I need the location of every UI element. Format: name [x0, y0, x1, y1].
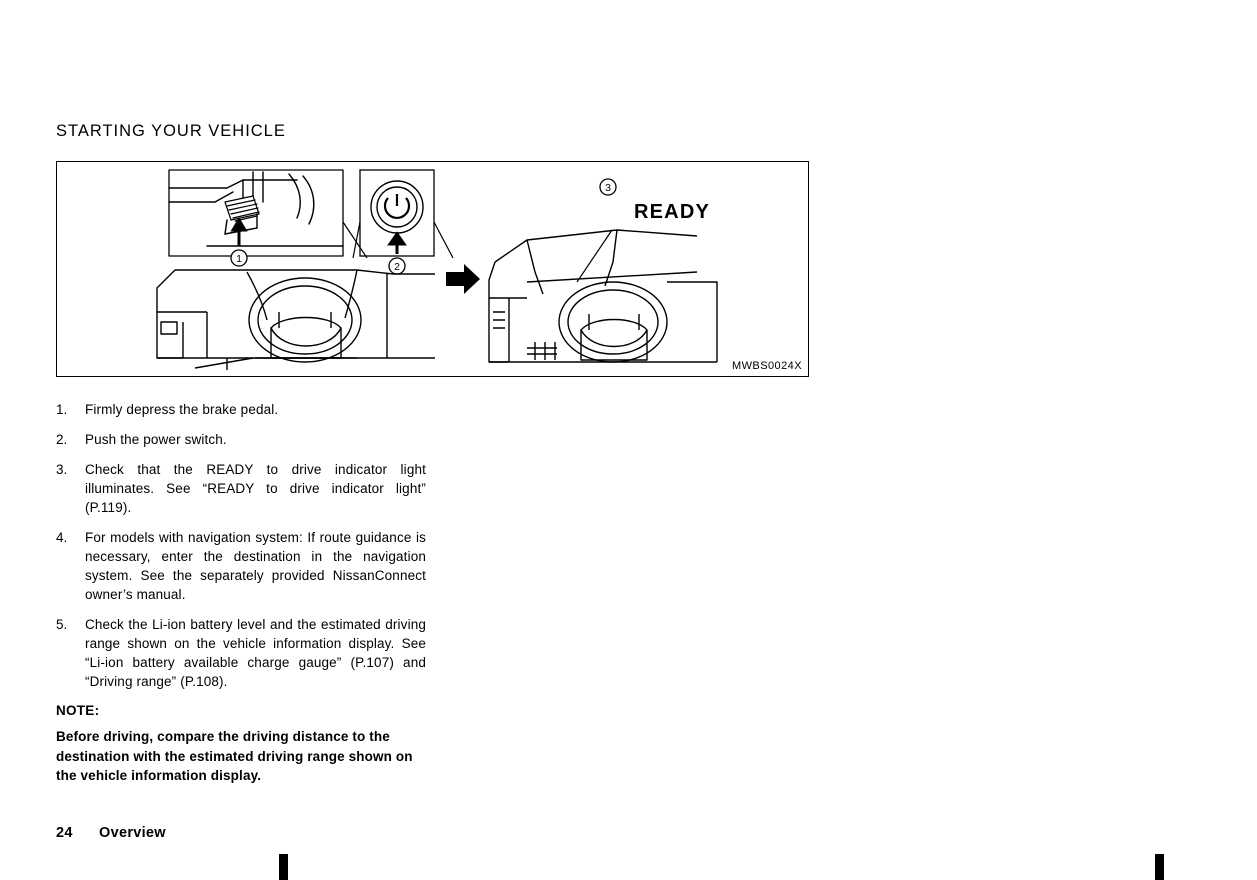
- crop-mark-left: [279, 854, 288, 880]
- callout-3: [600, 179, 616, 195]
- step-text: Push the power switch.: [85, 432, 227, 447]
- list-item: [56, 430, 426, 449]
- page-number: 24: [56, 825, 73, 841]
- svg-text:2: 2: [394, 261, 400, 273]
- crop-mark-right: [1155, 854, 1164, 880]
- note-label: NOTE:: [56, 703, 100, 718]
- illustration-code: MWBS0024X: [732, 360, 802, 372]
- step-text: For models with navigation system: If route guidance is necessary, enter the destination in the navigation system. See the separately provided NissanConnect owner’s manual.: [85, 530, 426, 602]
- step-number: 1.: [56, 402, 68, 417]
- page-title: STARTING YOUR VEHICLE: [56, 122, 286, 140]
- list-item: [56, 528, 426, 604]
- svg-text:1: 1: [236, 253, 242, 265]
- step-number: 2.: [56, 432, 68, 447]
- step-number: 3.: [56, 462, 68, 477]
- illustration-figure: [56, 161, 809, 377]
- chapter-name: Overview: [99, 825, 166, 841]
- step-list: [56, 400, 426, 702]
- step-number: 4.: [56, 530, 68, 545]
- step-text: Check the Li-ion battery level and the estimated driving range shown on the vehicle information display. See “Li-ion battery available charge gauge” (P.107) and “Driving range” (P.108).: [85, 617, 426, 689]
- page-footer: [56, 825, 166, 841]
- list-item: [56, 460, 426, 517]
- list-item: [56, 615, 426, 691]
- list-item: [56, 400, 426, 419]
- step-number: 5.: [56, 617, 68, 632]
- process-arrow: [446, 264, 480, 294]
- step-text: Check that the READY to drive indicator light illuminates. See “READY to drive indicator light” (P.119).: [85, 462, 426, 515]
- step-text: Firmly depress the brake pedal.: [85, 402, 279, 417]
- svg-text:3: 3: [605, 182, 611, 194]
- ready-indicator-label: READY: [634, 201, 711, 223]
- note-body: Before driving, compare the driving distance to the destination with the estimated driving range shown on the vehicle information display.: [56, 729, 413, 783]
- vehicle-start-illustration: [57, 162, 808, 376]
